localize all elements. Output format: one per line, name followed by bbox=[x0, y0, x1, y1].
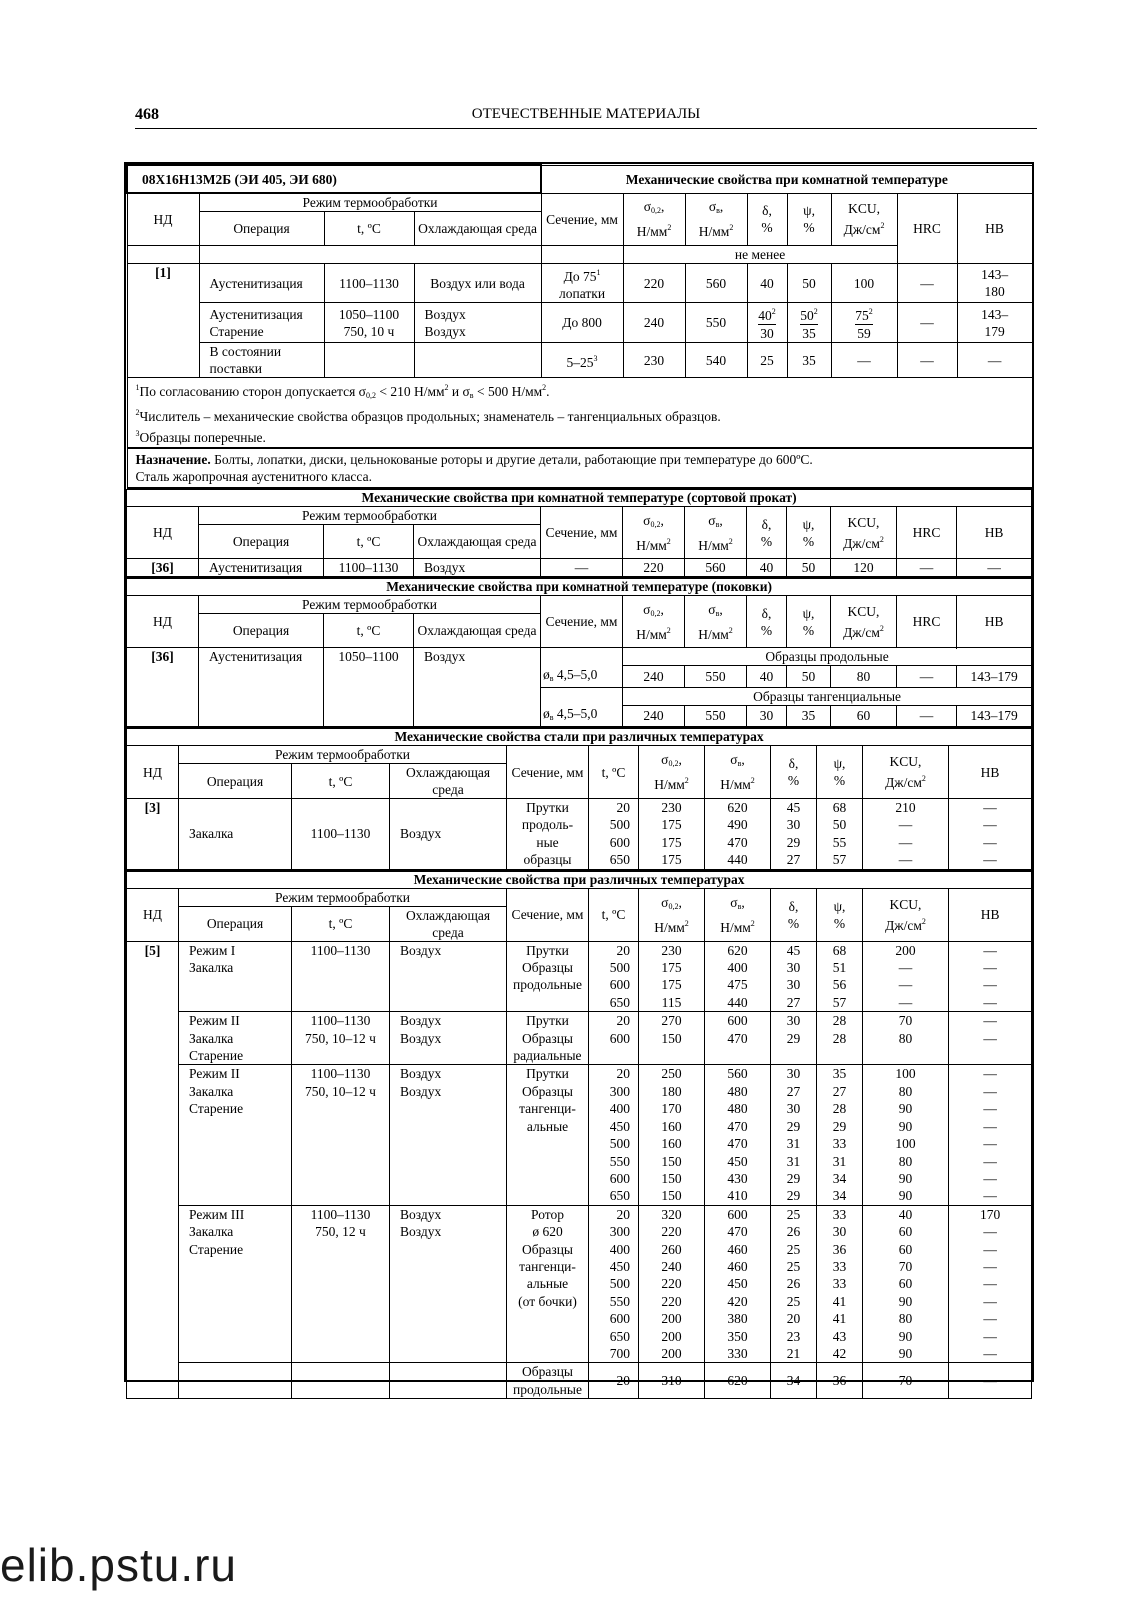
col-nd: НД bbox=[127, 746, 179, 799]
col-psi: ψ, % bbox=[787, 507, 831, 559]
col-psi: ψ, % bbox=[787, 596, 831, 648]
cell-psi: 50 bbox=[787, 264, 831, 303]
col-psi: ψ, % bbox=[787, 193, 831, 246]
col-nd: НД bbox=[127, 193, 199, 246]
cell-hb: 143– 179 bbox=[957, 303, 1032, 343]
section-4-title: Механические свойства стали при различных температурах bbox=[127, 728, 1032, 746]
cell-op: Режим III Закалка Старение bbox=[179, 1205, 292, 1363]
cell-s02: 230 175 175 175 bbox=[639, 799, 705, 870]
col-nd: НД bbox=[127, 507, 199, 559]
page-header bbox=[135, 106, 1037, 128]
section-2-table bbox=[126, 489, 1032, 577]
col-sv: $\sigma_в$, $Н/мм^2$ bbox=[685, 596, 747, 648]
cell-s02: 240 bbox=[623, 303, 685, 343]
col-section: Сечение, мм bbox=[541, 193, 623, 246]
section-2-title: Механические свойства при комнатной температуре (сортовой прокат) bbox=[127, 490, 1032, 507]
cell-psi-fraction: $\frac{50^2}{35}$ bbox=[787, 303, 831, 343]
cell-op: Аустенитизация bbox=[199, 648, 324, 727]
cell-temp: 20 600 bbox=[589, 1012, 639, 1065]
cell-cool: Воздух Воздух bbox=[390, 1065, 507, 1205]
cell-sec: — bbox=[541, 559, 623, 577]
cell-op: Режим II Закалка Старение bbox=[179, 1012, 292, 1065]
col-operation: Операция bbox=[199, 614, 324, 648]
cell-s02: 250 180 170 160 160 150 150 150 bbox=[639, 1065, 705, 1205]
cell-temp: 20 500 600 650 bbox=[589, 941, 639, 1012]
cell-op: Аустенитизация bbox=[199, 264, 324, 303]
cell-hrc: — bbox=[897, 705, 957, 727]
long-samples-label: Образцы продольные bbox=[623, 648, 1032, 666]
cell-sec: Ротор ø 620 Образцы тангенци- альные (от бочки) bbox=[507, 1205, 589, 1363]
col-kcu: KCU, $Дж/см^2$ bbox=[863, 888, 949, 941]
nd-ref: [36] bbox=[127, 559, 199, 577]
col-s02: $\sigma_{0,2}$, $Н/мм^2$ bbox=[639, 746, 705, 799]
col-hrc: HRC bbox=[897, 193, 957, 264]
cell-d: 25 bbox=[747, 343, 787, 378]
section-5-title: Механические свойства при различных температурах bbox=[127, 871, 1032, 889]
cell-d: 45 30 30 27 bbox=[771, 941, 817, 1012]
col-kcu: KCU, $Дж/см^2$ bbox=[831, 507, 897, 559]
cell-sec: До $75^1$ лопатки bbox=[541, 264, 623, 303]
cell-sec: Прутки Образцы тангенци- альные bbox=[507, 1065, 589, 1205]
cell-d: 40 bbox=[747, 666, 787, 688]
col-temp: t, ºС bbox=[292, 764, 390, 799]
cell-op: Аустенитизация Старение bbox=[199, 303, 324, 343]
cell-sv: 560 bbox=[685, 264, 747, 303]
cell-hb: 143–179 bbox=[957, 705, 1032, 727]
cell-hb: — bbox=[957, 343, 1032, 378]
cell-psi: 68 51 56 57 bbox=[817, 941, 863, 1012]
cell-t: 1100–1130 750, 12 ч bbox=[292, 1205, 390, 1363]
cell-sv: 600 470 bbox=[705, 1012, 771, 1065]
cell-t: 1050–1100 bbox=[324, 648, 414, 727]
cell-sv: 540 bbox=[685, 343, 747, 378]
cell-sv: 620 490 470 440 bbox=[705, 799, 771, 870]
cell-s02: 230 175 175 115 bbox=[639, 941, 705, 1012]
cell-hb: 170 — — — — — — — — bbox=[949, 1205, 1032, 1363]
cell-t: 1100–1130 bbox=[292, 799, 390, 870]
cell-sv: 620 400 475 440 bbox=[705, 941, 771, 1012]
cell-s02: 240 bbox=[623, 705, 685, 727]
section-3-table bbox=[126, 577, 1032, 727]
page-number: 468 bbox=[135, 106, 159, 123]
cell-kcu: 100 bbox=[831, 264, 897, 303]
cell-hb: 143–179 bbox=[957, 666, 1032, 688]
cell-kcu: 70 80 bbox=[863, 1012, 949, 1065]
cell-cool: Воздух bbox=[414, 648, 541, 727]
cell-s02: 320 220 260 240 220 220 200 200 200 bbox=[639, 1205, 705, 1363]
cell-s02: 220 bbox=[623, 264, 685, 303]
cell-sv: 550 bbox=[685, 303, 747, 343]
cell-op bbox=[179, 1363, 292, 1399]
col-operation: Операция bbox=[199, 525, 324, 559]
cell-hb: — — — — bbox=[949, 799, 1032, 870]
col-s02: $\sigma_{0,2}$, $Н/мм^2$ bbox=[623, 193, 685, 246]
cell-d: 40 bbox=[747, 559, 787, 577]
cell-sec: Прутки Образцы продольные bbox=[507, 941, 589, 1012]
col-temp: t, ºС bbox=[324, 212, 414, 246]
header-rule bbox=[135, 128, 1037, 129]
col-kcu: KCU, $Дж/см^2$ bbox=[831, 193, 897, 246]
cell-kcu: 120 bbox=[831, 559, 897, 577]
col-hrc: HRC bbox=[897, 596, 957, 648]
col-regime: Режим термообработки bbox=[199, 596, 541, 614]
footnotes: $^1$По согласованию сторон допускается $\sigma_{0,2} < 210$ $Н/мм^2$ и $\sigma_в < 500$ $Н/мм^2$. $^2$Числитель – механические свойства образцов продольных; знаменатель – тангенциальных образцов. $^3$Образцы поперечные. bbox=[127, 378, 1032, 449]
tang-samples-label: Образцы тангенциальные bbox=[623, 687, 1032, 705]
cell-t: 1050–1100 750, 10 ч bbox=[324, 303, 414, 343]
cell-psi: 35 bbox=[787, 343, 831, 378]
cell-d: 25 26 25 25 26 25 20 23 21 bbox=[771, 1205, 817, 1363]
cell-temp: 20 300 400 450 500 550 600 650 700 bbox=[589, 1205, 639, 1363]
cell-kcu: 70 bbox=[863, 1363, 949, 1399]
cell-cool: Воздух bbox=[390, 799, 507, 870]
cell-sv: 550 bbox=[685, 705, 747, 727]
cell-temp: 20 bbox=[589, 1363, 639, 1399]
cell-d: 30 27 30 29 31 31 29 29 bbox=[771, 1065, 817, 1205]
cell-kcu: 80 bbox=[831, 666, 897, 688]
cell-d: 40 bbox=[747, 264, 787, 303]
col-cooling: Охлаждающая среда bbox=[414, 212, 541, 246]
col-temp: t, ºС bbox=[324, 614, 414, 648]
col-cooling: Охлаждающая среда bbox=[390, 764, 507, 799]
col-nd: НД bbox=[127, 596, 199, 648]
col-hb: НВ bbox=[957, 507, 1032, 559]
cell-cool: Воздух bbox=[414, 559, 541, 577]
cell-hb: — — bbox=[949, 1012, 1032, 1065]
col-kcu: KCU, $Дж/см^2$ bbox=[831, 596, 897, 648]
col-section: Сечение, мм bbox=[507, 888, 589, 941]
col-delta: δ, % bbox=[771, 746, 817, 799]
cell-psi: 28 28 bbox=[817, 1012, 863, 1065]
cell-sv: 620 bbox=[705, 1363, 771, 1399]
cell-temp: 20 300 400 450 500 550 600 650 bbox=[589, 1065, 639, 1205]
col-cooling: Охлаждающая среда bbox=[390, 906, 507, 941]
running-title: ОТЕЧЕСТВЕННЫЕ МАТЕРИАЛЫ bbox=[471, 106, 701, 122]
col-delta: δ, % bbox=[771, 888, 817, 941]
cell-sec: Образцы продольные bbox=[507, 1363, 589, 1399]
col-operation: Операция bbox=[179, 906, 292, 941]
col-operation: Операция bbox=[179, 764, 292, 799]
cell-kcu: — bbox=[831, 343, 897, 378]
col-delta: δ, % bbox=[747, 507, 787, 559]
cell-cool: Воздух или вода bbox=[414, 264, 541, 303]
cell-psi: 50 bbox=[787, 559, 831, 577]
cell-t: 1100–1130 750, 10–12 ч bbox=[292, 1012, 390, 1065]
cell-hb: — bbox=[949, 1363, 1032, 1399]
col-nd: НД bbox=[127, 888, 179, 941]
col-test-temp: t, ºС bbox=[589, 746, 639, 799]
col-sv: $\sigma_в$, $Н/мм^2$ bbox=[685, 193, 747, 246]
col-sv: $\sigma_в$, $Н/мм^2$ bbox=[685, 507, 747, 559]
cell-cool: Воздух bbox=[390, 941, 507, 1012]
cell-op: Режим I Закалка bbox=[179, 941, 292, 1012]
col-regime: Режим термообработки bbox=[199, 507, 541, 525]
col-sv: $\sigma_в$, $Н/мм^2$ bbox=[705, 888, 771, 941]
col-hb: НВ bbox=[957, 193, 1032, 264]
grade-label: 08Х16Н13М2Б (ЭИ 405, ЭИ 680) bbox=[127, 165, 541, 193]
cell-hb: — bbox=[957, 559, 1032, 577]
cell-psi: 33 30 36 33 33 41 41 43 42 bbox=[817, 1205, 863, 1363]
col-regime: Режим термообработки bbox=[179, 888, 507, 906]
cell-cool bbox=[390, 1363, 507, 1399]
cell-t bbox=[292, 1363, 390, 1399]
cell-psi: 50 bbox=[787, 666, 831, 688]
col-psi: ψ, % bbox=[817, 746, 863, 799]
cell-hb: — — — — — — — — bbox=[949, 1065, 1032, 1205]
col-cooling: Охлаждающая среда bbox=[414, 525, 541, 559]
col-s02: $\sigma_{0,2}$, $Н/мм^2$ bbox=[623, 507, 685, 559]
col-cooling: Охлаждающая среда bbox=[414, 614, 541, 648]
cell-hrc: — bbox=[897, 559, 957, 577]
cell-sv: 600 470 460 460 450 420 380 350 330 bbox=[705, 1205, 771, 1363]
col-hrc: HRC bbox=[897, 507, 957, 559]
cell-cool: Воздух Воздух bbox=[390, 1205, 507, 1363]
regime-block bbox=[127, 1205, 1032, 1363]
cell-kcu: 100 80 90 90 100 80 90 90 bbox=[863, 1065, 949, 1205]
nd-ref: [36] bbox=[127, 648, 199, 727]
nd-ref: [3] bbox=[127, 799, 179, 870]
cell-hb: 143– 180 bbox=[957, 264, 1032, 303]
col-delta: δ, % bbox=[747, 193, 787, 246]
cell-hrc: — bbox=[897, 303, 957, 343]
cell-kcu: 200 — — — bbox=[863, 941, 949, 1012]
col-kcu: KCU, $Дж/см^2$ bbox=[863, 746, 949, 799]
cell-op: Режим II Закалка Старение bbox=[179, 1065, 292, 1205]
cell-d-fraction: $\frac{40^2}{30}$ bbox=[747, 303, 787, 343]
cell-d: 45 30 29 27 bbox=[771, 799, 817, 870]
col-s02: $\sigma_{0,2}$, $Н/мм^2$ bbox=[639, 888, 705, 941]
col-hb: НВ bbox=[949, 746, 1032, 799]
cell-sec: До 800 bbox=[541, 303, 623, 343]
cell-s02: 240 bbox=[623, 666, 685, 688]
cell-sv: 560 480 480 470 470 450 430 410 bbox=[705, 1065, 771, 1205]
col-test-temp: t, ºС bbox=[589, 888, 639, 941]
col-s02: $\sigma_{0,2}$, $Н/мм^2$ bbox=[623, 596, 685, 648]
regime-block bbox=[127, 1012, 1032, 1065]
cell-d: 30 29 bbox=[771, 1012, 817, 1065]
section-5-table bbox=[126, 870, 1032, 1400]
col-temp: t, ºС bbox=[324, 525, 414, 559]
cell-kcu: 60 bbox=[831, 705, 897, 727]
cell-cool: Воздух Воздух bbox=[390, 1012, 507, 1065]
nd-ref: [1] bbox=[127, 264, 199, 378]
cell-s02: 270 150 bbox=[639, 1012, 705, 1065]
cell-psi: 36 bbox=[817, 1363, 863, 1399]
cell-s02: 310 bbox=[639, 1363, 705, 1399]
col-hb: НВ bbox=[949, 888, 1032, 941]
cell-d: 34 bbox=[771, 1363, 817, 1399]
cell-sec: Прутки Образцы радиальные bbox=[507, 1012, 589, 1065]
cell-kcu-fraction: $\frac{75^2}{59}$ bbox=[831, 303, 897, 343]
purpose-note: Назначение. Болты, лопатки, диски, цельнокованые роторы и другие детали, работающие при температуре до 600ºС. Сталь жаропрочная аустенитного класса. bbox=[127, 448, 1032, 488]
cell-sec: Прутки продоль- ные образцы bbox=[507, 799, 589, 870]
regime-block bbox=[127, 941, 1032, 1012]
regime-block bbox=[127, 1363, 1032, 1399]
cell-t: 1100–1130 bbox=[324, 559, 414, 577]
cell-cool: Воздух Воздух bbox=[414, 303, 541, 343]
steel-properties-table bbox=[124, 162, 1034, 1397]
cell-s02: 220 bbox=[623, 559, 685, 577]
col-section: Сечение, мм bbox=[541, 507, 623, 559]
cell-sv: 560 bbox=[685, 559, 747, 577]
cell-d: 30 bbox=[747, 705, 787, 727]
watermark: elib.pstu.ru bbox=[0, 1539, 238, 1591]
cell-hb: — — — — bbox=[949, 941, 1032, 1012]
cell-sv: 550 bbox=[685, 666, 747, 688]
regime-block bbox=[127, 1065, 1032, 1205]
cell-t: 1100–1130 750, 10–12 ч bbox=[292, 1065, 390, 1205]
cell-op: Закалка bbox=[179, 799, 292, 870]
cell-kcu: 40 60 60 70 60 90 80 90 90 bbox=[863, 1205, 949, 1363]
col-section: Сечение, мм bbox=[541, 596, 623, 648]
section-1-title: Механические свойства при комнатной температуре bbox=[541, 165, 1032, 193]
cell-hrc: — bbox=[897, 343, 957, 378]
col-regime: Режим термообработки bbox=[179, 746, 507, 764]
cell-kcu: 210 — — — bbox=[863, 799, 949, 870]
col-section: Сечение, мм bbox=[507, 746, 589, 799]
cell-psi: 35 bbox=[787, 705, 831, 727]
cell-psi: 35 27 28 29 33 31 34 34 bbox=[817, 1065, 863, 1205]
not-less-label: не менее bbox=[623, 246, 897, 264]
cell-sec: $5-25^3$ bbox=[541, 343, 623, 378]
section-1-table bbox=[126, 164, 1033, 489]
col-hb: НВ bbox=[957, 596, 1032, 648]
section-3-title: Механические свойства при комнатной температуре (поковки) bbox=[127, 578, 1032, 596]
cell-s02: 230 bbox=[623, 343, 685, 378]
section-4-table bbox=[126, 727, 1032, 870]
cell-op: В состоянии поставки bbox=[199, 343, 324, 378]
nd-ref: [5] bbox=[127, 941, 179, 1399]
cell-op: Аустенитизация bbox=[199, 559, 324, 577]
cell-sec: $ø_в$ 4,5–5,0 bbox=[541, 666, 623, 688]
cell-temp: 20 500 600 650 bbox=[589, 799, 639, 870]
col-sv: $\sigma_в$, $Н/мм^2$ bbox=[705, 746, 771, 799]
col-regime: Режим термообработки bbox=[199, 193, 541, 212]
col-psi: ψ, % bbox=[817, 888, 863, 941]
col-delta: δ, % bbox=[747, 596, 787, 648]
cell-hrc: — bbox=[897, 264, 957, 303]
cell-t: 1100–1130 bbox=[324, 264, 414, 303]
cell-t: 1100–1130 bbox=[292, 941, 390, 1012]
col-operation: Операция bbox=[199, 212, 324, 246]
col-temp: t, ºС bbox=[292, 906, 390, 941]
cell-sec: $ø_в$ 4,5–5,0 bbox=[541, 705, 623, 727]
cell-psi: 68 50 55 57 bbox=[817, 799, 863, 870]
cell-hrc: — bbox=[897, 666, 957, 688]
